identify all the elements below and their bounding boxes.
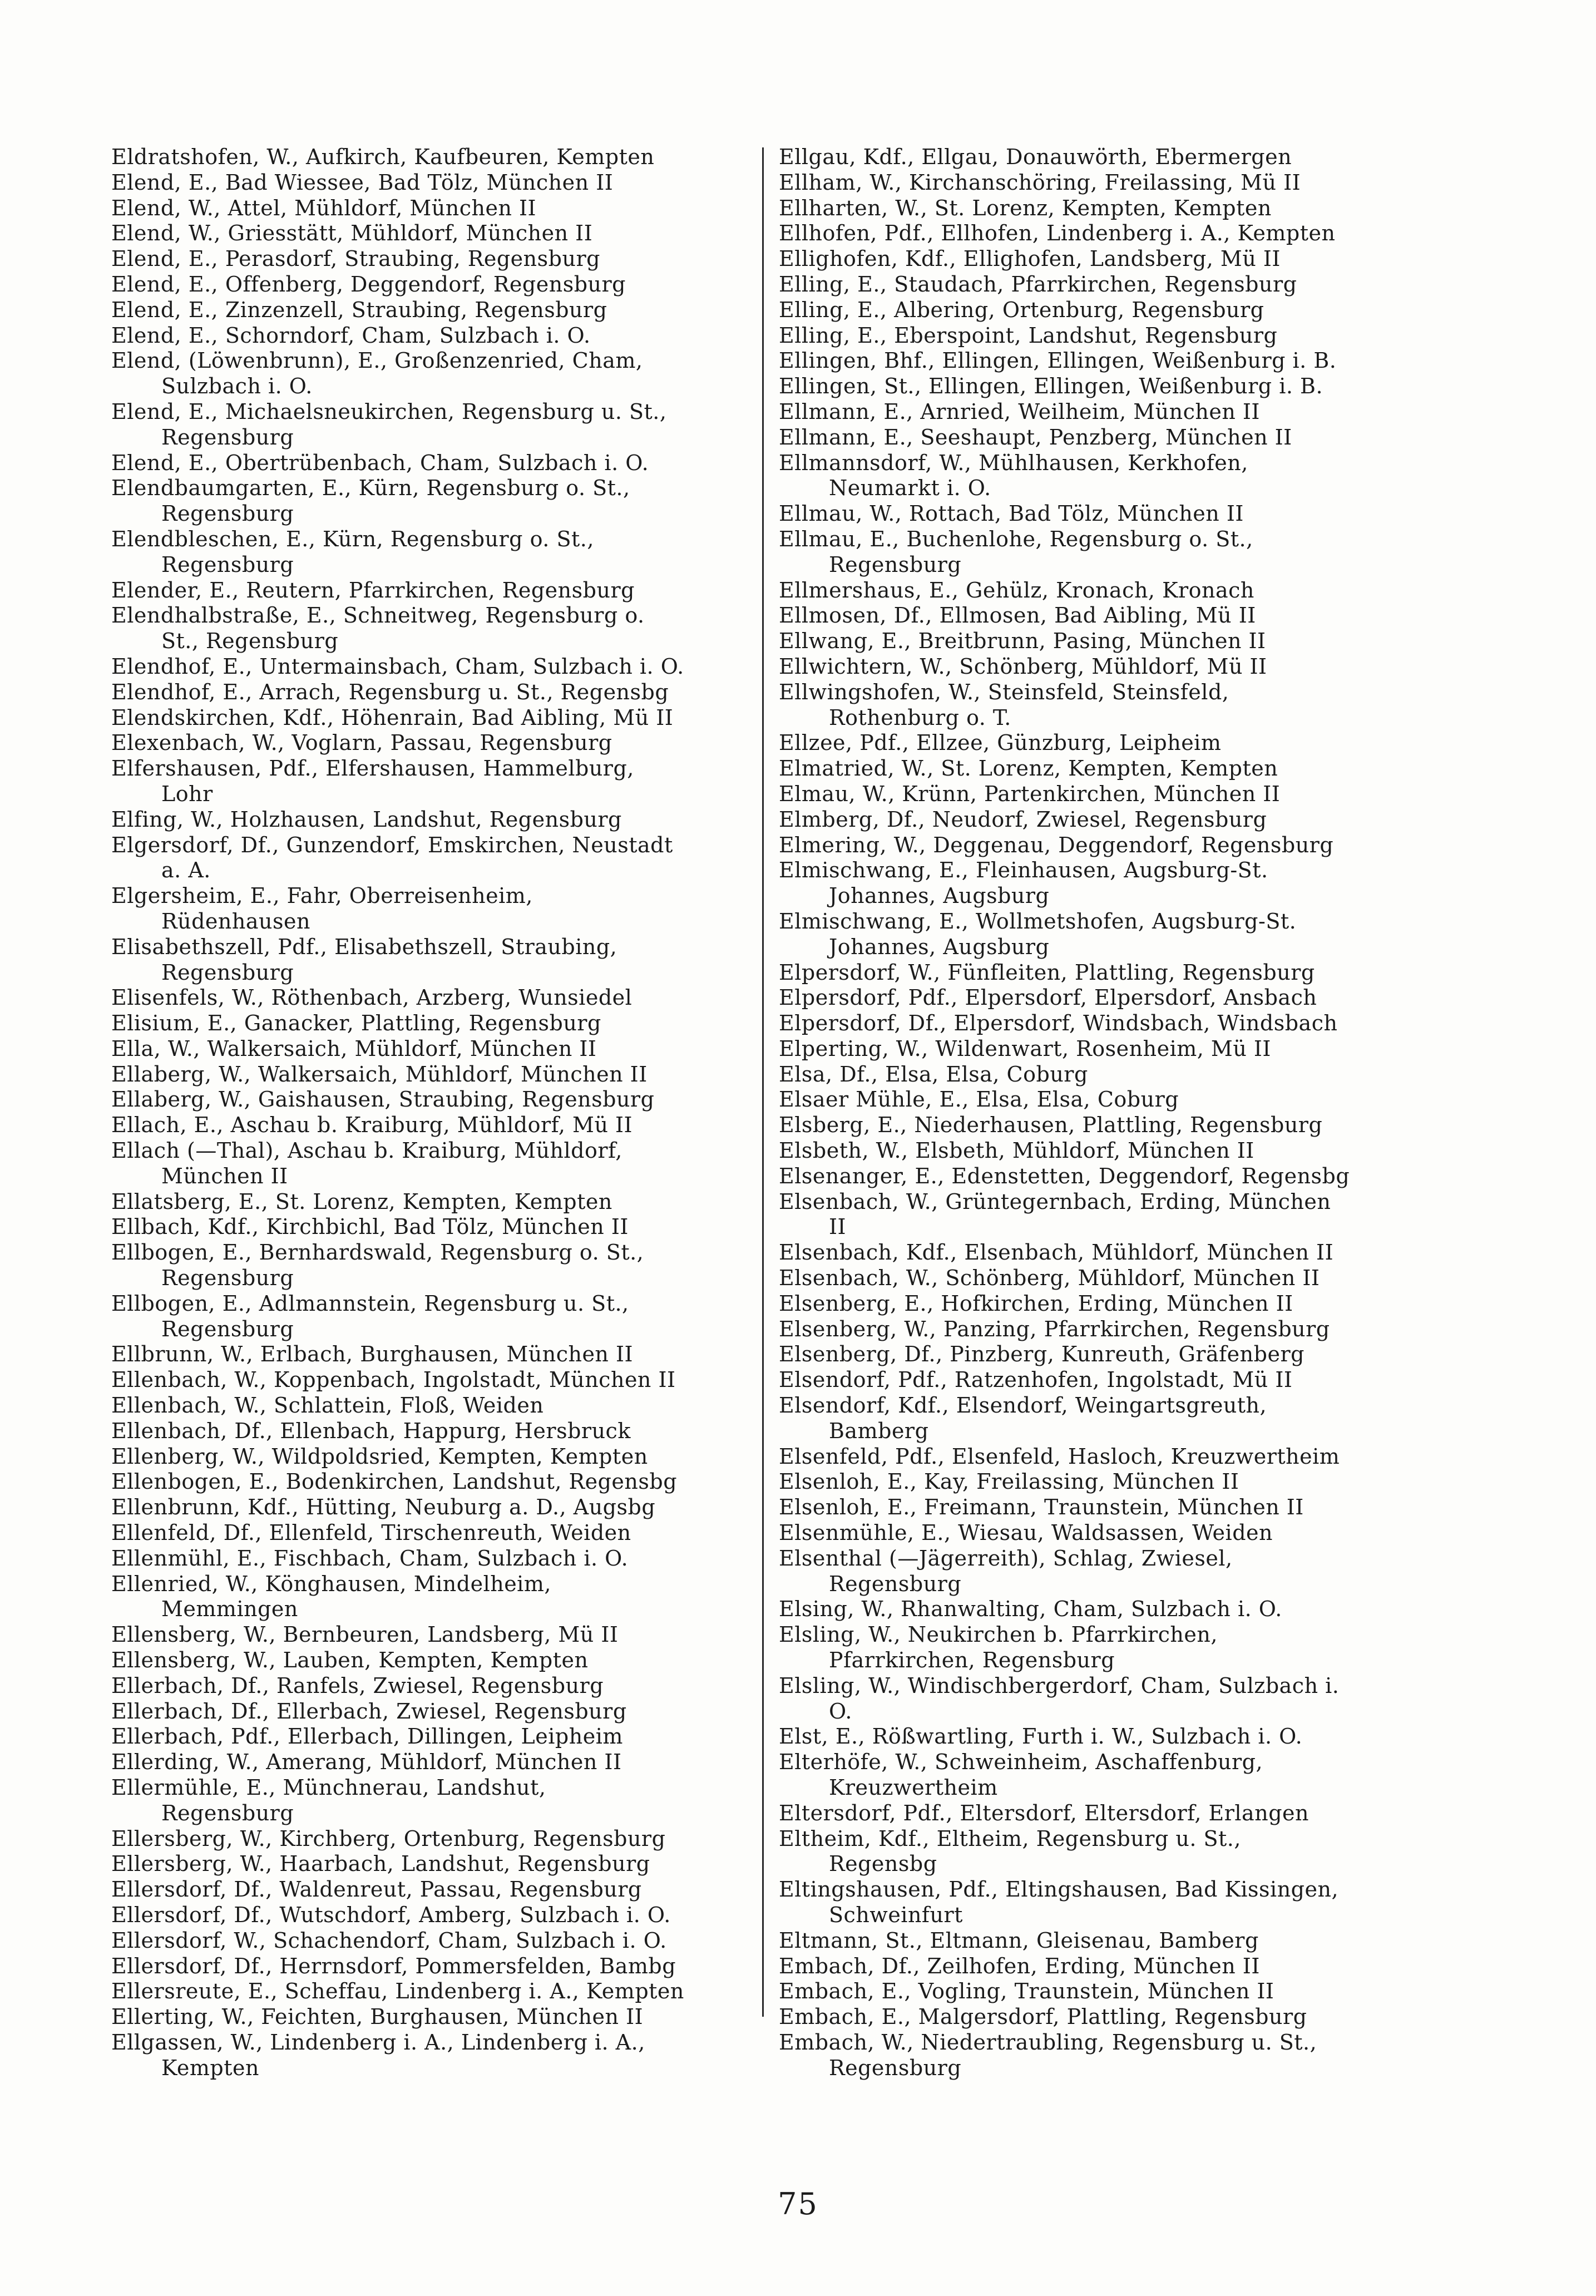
directory-entry: Ellersdorf, Df., Waldenreut, Passau, Regensburg — [111, 1877, 642, 1902]
directory-entry: Ellbogen, E., Adlmannstein, Regensburg u. St., Regensburg — [111, 1291, 629, 1341]
directory-entry: Ellwang, E., Breitbrunn, Pasing, München II — [779, 629, 1266, 654]
directory-entry: Elsling, W., Neukirchen b. Pfarrkirchen, Pfarrkirchen, Regensburg — [779, 1622, 1218, 1673]
directory-entry: Elsenberg, W., Panzing, Pfarrkirchen, Regensburg — [779, 1316, 1330, 1341]
directory-entry: Elst, E., Rößwartling, Furth i. W., Sulzbach i. O. — [779, 1724, 1303, 1749]
directory-entry: Ellenried, W., Könghausen, Mindelheim, Memmingen — [111, 1571, 551, 1622]
directory-entry: Elpersdorf, Pdf., Elpersdorf, Elpersdorf, Ansbach — [779, 985, 1317, 1010]
directory-entry: Ellbogen, E., Bernhardswald, Regensburg o. St., Regensburg — [111, 1240, 644, 1291]
directory-entry: Elend, E., Perasdorf, Straubing, Regensburg — [111, 246, 600, 271]
directory-entry: Ellmershaus, E., Gehülz, Kronach, Kronach — [779, 577, 1254, 603]
directory-entry: Elsenberg, E., Hofkirchen, Erding, München II — [779, 1291, 1293, 1316]
directory-entry: Ellhofen, Pdf., Ellhofen, Lindenberg i. A., Kempten — [779, 221, 1336, 246]
directory-entry: Elmering, W., Deggenau, Deggendorf, Regensburg — [779, 832, 1334, 857]
directory-entry: Elpersdorf, Df., Elpersdorf, Windsbach, Windsbach — [779, 1011, 1338, 1036]
directory-entry: Elend, E., Zinzenzell, Straubing, Regensburg — [111, 297, 607, 322]
directory-entry: Elpersdorf, W., Fünfleiten, Plattling, Regensburg — [779, 960, 1315, 985]
directory-entry: Elsberg, E., Niederhausen, Plattling, Regensburg — [779, 1113, 1323, 1138]
directory-entry: Ellmau, E., Buchenlohe, Regensburg o. St., Regensburg — [779, 526, 1253, 577]
directory-entry: Elperting, W., Wildenwart, Rosenheim, Mü II — [779, 1036, 1271, 1061]
directory-entry: Elend, (Löwenbrunn), E., Großenzenried, Cham, Sulzbach i. O. — [111, 348, 643, 399]
directory-entry: Elling, E., Staudach, Pfarrkirchen, Regensburg — [779, 271, 1297, 297]
directory-entry: Elsbeth, W., Elsbeth, Mühldorf, München II — [779, 1138, 1254, 1163]
directory-entry: Elgersheim, E., Fahr, Oberreisenheim, Rüdenhausen — [111, 883, 533, 934]
directory-entry: Elendbleschen, E., Kürn, Regensburg o. St., Regensburg — [111, 526, 594, 577]
directory-entry: Ellach, E., Aschau b. Kraiburg, Mühldorf, Mü II — [111, 1113, 633, 1138]
directory-entry: Ellermühle, E., Münchnerau, Landshut, Regensburg — [111, 1775, 546, 1825]
directory-entry: Ellmau, W., Rottach, Bad Tölz, München II — [779, 501, 1244, 526]
directory-entry: Elsenloh, E., Freimann, Traunstein, München II — [779, 1495, 1304, 1520]
directory-entry: Ellenmühl, E., Fischbach, Cham, Sulzbach i. O. — [111, 1546, 629, 1571]
left-column — [111, 145, 684, 2081]
page-number: 75 — [778, 2186, 818, 2221]
directory-entry: Elsaer Mühle, E., Elsa, Elsa, Coburg — [779, 1087, 1179, 1112]
directory-entry: Elendbaumgarten, E., Kürn, Regensburg o. St., Regensburg — [111, 476, 630, 526]
directory-entry: Elsenberg, Df., Pinzberg, Kunreuth, Gräfenberg — [779, 1342, 1305, 1367]
directory-entry: Ellham, W., Kirchanschöring, Freilassing, Mü II — [779, 170, 1301, 195]
directory-entry: Ellersberg, W., Haarbach, Landshut, Regensburg — [111, 1851, 650, 1877]
directory-entry: Ellensberg, W., Lauben, Kempten, Kempten — [111, 1648, 589, 1673]
directory-entry: Ellaberg, W., Walkersaich, Mühldorf, München II — [111, 1061, 648, 1087]
directory-entry: Elsing, W., Rhanwalting, Cham, Sulzbach i. O. — [779, 1597, 1282, 1622]
directory-entry: Elend, E., Obertrübenbach, Cham, Sulzbach i. O. — [111, 450, 649, 475]
directory-entry: Eltmann, St., Eltmann, Gleisenau, Bamberg — [779, 1928, 1259, 1953]
directory-entry: Elling, E., Albering, Ortenburg, Regensburg — [779, 297, 1264, 322]
directory-entry: Ellersdorf, Df., Wutschdorf, Amberg, Sulzbach i. O. — [111, 1902, 671, 1927]
directory-entry: Elsenloh, E., Kay, Freilassing, München II — [779, 1469, 1239, 1494]
directory-entry: Elend, W., Attel, Mühldorf, München II — [111, 195, 537, 220]
directory-entry: Eldratshofen, W., Aufkirch, Kaufbeuren, Kempten — [111, 145, 655, 169]
directory-entry: Elend, W., Griesstätt, Mühldorf, München II — [111, 221, 593, 246]
directory-entry: Elisium, E., Ganacker, Plattling, Regensburg — [111, 1011, 601, 1036]
directory-entry: Elsendorf, Kdf., Elsendorf, Weingartsgreuth, Bamberg — [779, 1393, 1267, 1443]
directory-entry: Eltersdorf, Pdf., Eltersdorf, Eltersdorf, Erlangen — [779, 1800, 1309, 1825]
directory-entry: Embach, Df., Zeilhofen, Erding, München II — [779, 1953, 1260, 1978]
directory-entry: Elend, E., Schorndorf, Cham, Sulzbach i. O. — [111, 323, 591, 348]
directory-entry: Ellaberg, W., Gaishausen, Straubing, Regensburg — [111, 1087, 655, 1112]
directory-entry: Eltheim, Kdf., Eltheim, Regensburg u. St., Regensbg — [779, 1826, 1241, 1877]
directory-entry: Ellenbogen, E., Bodenkirchen, Landshut, Regensbg — [111, 1469, 678, 1494]
directory-entry: Ellatsberg, E., St. Lorenz, Kempten, Kempten — [111, 1189, 612, 1214]
directory-entry: Ellharten, W., St. Lorenz, Kempten, Kempten — [779, 195, 1272, 220]
directory-entry: Elisabethszell, Pdf., Elisabethszell, Straubing, Regensburg — [111, 934, 617, 985]
directory-entry: Elmberg, Df., Neudorf, Zwiesel, Regensburg — [779, 807, 1267, 832]
directory-entry: Embach, E., Malgersdorf, Plattling, Regensburg — [779, 2004, 1307, 2030]
directory-entry: Elend, E., Bad Wiessee, Bad Tölz, München II — [111, 170, 614, 195]
directory-entry: Ellensberg, W., Bernbeuren, Landsberg, Mü II — [111, 1622, 619, 1647]
directory-entry: Ellach (—Thal), Aschau b. Kraiburg, Mühldorf, München II — [111, 1138, 622, 1188]
directory-entry: Elend, E., Offenberg, Deggendorf, Regensburg — [111, 271, 626, 297]
directory-entry: Elendhof, E., Untermainsbach, Cham, Sulzbach i. O. — [111, 654, 684, 679]
directory-entry: Ellerding, W., Amerang, Mühldorf, München II — [111, 1750, 622, 1775]
column-divider — [762, 147, 764, 2017]
directory-entry: Elendskirchen, Kdf., Höhenrain, Bad Aibling, Mü II — [111, 705, 674, 730]
directory-entry: Ellbrunn, W., Erlbach, Burghausen, München II — [111, 1342, 634, 1367]
directory-entry: Ellersberg, W., Kirchberg, Ortenburg, Regensburg — [111, 1826, 666, 1851]
directory-entry: Ellenbach, Df., Ellenbach, Happurg, Hersbruck — [111, 1418, 631, 1443]
directory-entry: Ella, W., Walkersaich, Mühldorf, München II — [111, 1036, 597, 1061]
directory-entry: Elmischwang, E., Fleinhausen, Augsburg-St. Johannes, Augsburg — [779, 858, 1268, 908]
directory-entry: Ellzee, Pdf., Ellzee, Günzburg, Leipheim — [779, 730, 1222, 756]
directory-entry: Elendhof, E., Arrach, Regensburg u. St., Regensbg — [111, 679, 669, 704]
directory-entry: Ellerbach, Pdf., Ellerbach, Dillingen, Leipheim — [111, 1724, 623, 1749]
directory-entry: Elendhalbstraße, E., Schneitweg, Regensburg o. St., Regensburg — [111, 603, 645, 654]
directory-entry: Ellingen, St., Ellingen, Ellingen, Weißenburg i. B. — [779, 374, 1323, 399]
directory-entry: Ellwingshofen, W., Steinsfeld, Steinsfeld, Rothenburg o. T. — [779, 679, 1229, 730]
directory-entry: Elmischwang, E., Wollmetshofen, Augsburg-St. Johannes, Augsburg — [779, 908, 1297, 959]
directory-entry: Ellenbach, W., Schlattein, Floß, Weiden — [111, 1393, 544, 1418]
right-column — [779, 145, 1352, 2081]
directory-entry: Elsenbach, W., Schönberg, Mühldorf, München II — [779, 1266, 1320, 1291]
directory-entry: Elsenfeld, Pdf., Elsenfeld, Hasloch, Kreuzwertheim — [779, 1444, 1340, 1469]
directory-entry: Elsenmühle, E., Wiesau, Waldsassen, Weiden — [779, 1520, 1273, 1546]
directory-entry: Elsenbach, Kdf., Elsenbach, Mühldorf, München II — [779, 1240, 1334, 1265]
directory-entry: Elterhöfe, W., Schweinheim, Aschaffenburg, Kreuzwertheim — [779, 1750, 1263, 1800]
directory-entry: Ellmann, E., Seeshaupt, Penzberg, München II — [779, 424, 1292, 450]
directory-entry: Elmatried, W., St. Lorenz, Kempten, Kempten — [779, 756, 1278, 781]
directory-entry: Ellbach, Kdf., Kirchbichl, Bad Tölz, München II — [111, 1214, 629, 1240]
directory-entry: Embach, E., Vogling, Traunstein, München II — [779, 1979, 1274, 2004]
directory-entry: Ellenfeld, Df., Ellenfeld, Tirschenreuth, Weiden — [111, 1520, 631, 1546]
directory-entry: Embach, W., Niedertraubling, Regensburg u. St., Regensburg — [779, 2030, 1317, 2080]
directory-entry: Elfing, W., Holzhausen, Landshut, Regensburg — [111, 807, 622, 832]
directory-entry: Elender, E., Reutern, Pfarrkirchen, Regensburg — [111, 577, 635, 603]
directory-entry: Ellersreute, E., Scheffau, Lindenberg i. A., Kempten — [111, 1979, 684, 2004]
directory-entry: Ellwichtern, W., Schönberg, Mühldorf, Mü II — [779, 654, 1267, 679]
directory-entry: Elgersdorf, Df., Gunzendorf, Emskirchen, Neustadt a. A. — [111, 832, 673, 883]
directory-entry: Elmau, W., Krünn, Partenkirchen, München II — [779, 781, 1281, 806]
directory-entry: Elling, E., Eberspoint, Landshut, Regensburg — [779, 323, 1278, 348]
directory-entry: Elsendorf, Pdf., Ratzenhofen, Ingolstadt, Mü II — [779, 1367, 1293, 1393]
directory-entry: Ellmann, E., Arnried, Weilheim, München II — [779, 399, 1260, 424]
directory-entry: Ellmosen, Df., Ellmosen, Bad Aibling, Mü II — [779, 603, 1256, 628]
directory-entry: Ellersdorf, W., Schachendorf, Cham, Sulzbach i. O. — [111, 1928, 667, 1953]
directory-entry: Ellersdorf, Df., Herrnsdorf, Pommersfelden, Bambg — [111, 1953, 676, 1978]
directory-entry: Elexenbach, W., Voglarn, Passau, Regensburg — [111, 730, 612, 756]
directory-entry: Ellingen, Bhf., Ellingen, Ellingen, Weißenburg i. B. — [779, 348, 1337, 373]
directory-entry: Ellerting, W., Feichten, Burghausen, München II — [111, 2004, 644, 2030]
directory-entry: Elfershausen, Pdf., Elfershausen, Hammelburg, Lohr — [111, 756, 634, 806]
directory-entry: Elend, E., Michaelsneukirchen, Regensburg u. St., Regensburg — [111, 399, 667, 450]
directory-entry: Ellenbach, W., Koppenbach, Ingolstadt, München II — [111, 1367, 676, 1393]
directory-entry: Elsenanger, E., Edenstetten, Deggendorf, Regensbg — [779, 1163, 1350, 1188]
directory-entry: Ellerbach, Df., Ranfels, Zwiesel, Regensburg — [111, 1673, 604, 1698]
directory-entry: Ellgassen, W., Lindenberg i. A., Lindenberg i. A., Kempten — [111, 2030, 645, 2080]
directory-entry: Elsling, W., Windischbergerdorf, Cham, Sulzbach i. O. — [779, 1673, 1340, 1724]
directory-entry: Elisenfels, W., Röthenbach, Arzberg, Wunsiedel — [111, 985, 633, 1010]
directory-entry: Ellenberg, W., Wildpoldsried, Kempten, Kempten — [111, 1444, 648, 1469]
directory-entry: Ellgau, Kdf., Ellgau, Donauwörth, Ebermergen — [779, 145, 1292, 169]
directory-entry: Ellerbach, Df., Ellerbach, Zwiesel, Regensburg — [111, 1698, 627, 1724]
directory-entry: Ellenbrunn, Kdf., Hütting, Neuburg a. D., Augsbg — [111, 1495, 656, 1520]
directory-entry: Elsa, Df., Elsa, Elsa, Coburg — [779, 1061, 1088, 1087]
directory-entry: Elsenbach, W., Grüntegernbach, Erding, München II — [779, 1189, 1331, 1240]
directory-entry: Eltingshausen, Pdf., Eltingshausen, Bad Kissingen, Schweinfurt — [779, 1877, 1339, 1927]
directory-entry: Ellighofen, Kdf., Ellighofen, Landsberg, Mü II — [779, 246, 1281, 271]
directory-entry: Ellmannsdorf, W., Mühlhausen, Kerkhofen, Neumarkt i. O. — [779, 450, 1248, 501]
directory-entry: Elsenthal (—Jägerreith), Schlag, Zwiesel, Regensburg — [779, 1546, 1233, 1596]
